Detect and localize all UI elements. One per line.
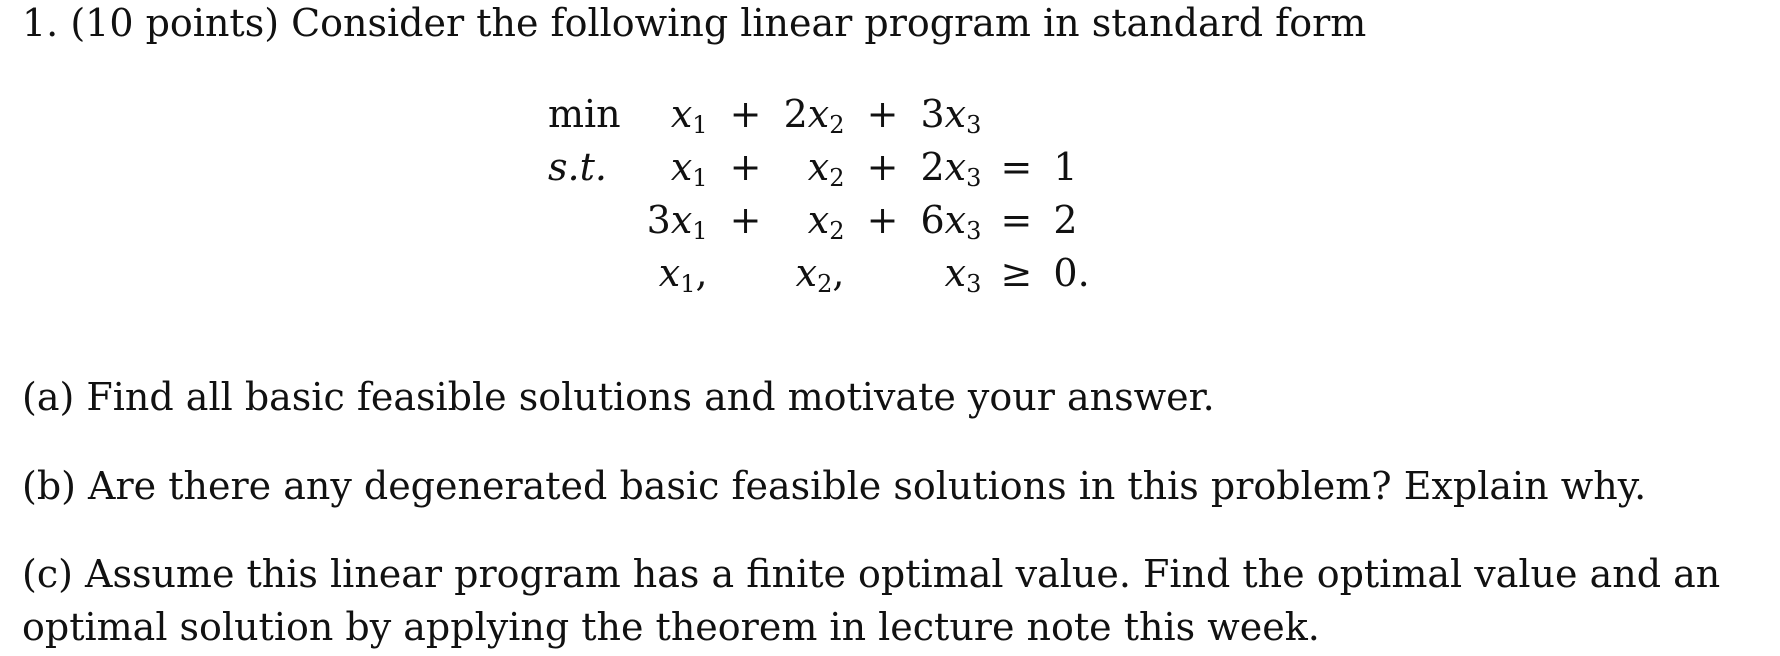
lp-variable-index: 3 xyxy=(966,164,982,192)
lp-variable: x xyxy=(807,198,830,242)
lp-term: $2x_2$ xyxy=(783,92,845,139)
part-a: (a) Find all basic feasible solutions and motivate your answer. xyxy=(22,375,1215,419)
lp-term xyxy=(778,141,851,194)
lp-relation: = xyxy=(1000,145,1033,189)
lp-term: $x_1$, xyxy=(658,251,708,298)
lp-row xyxy=(548,88,1090,141)
lp-rhs: 0. xyxy=(1053,251,1090,295)
lp-term xyxy=(641,141,714,194)
lp-variable-index: 2 xyxy=(829,111,845,139)
part-b: (b) Are there any degenerated basic feasible solutions in this problem? Explain why. xyxy=(22,464,1647,508)
lp-variable: x xyxy=(944,198,967,242)
lp-variable: x xyxy=(944,145,967,189)
lp-row-label: min xyxy=(548,92,621,136)
lp-variable: x xyxy=(670,145,693,189)
lp-operator: + xyxy=(729,145,762,189)
lp-variable: x xyxy=(795,251,818,295)
lp-row xyxy=(548,141,1090,194)
lp-variable: x xyxy=(807,145,830,189)
lp-operator: + xyxy=(866,198,899,242)
part-c: (c) Assume this linear program has a finite optimal value. Find the optimal value and an optimal solution by applying the theorem in lecture note this week. xyxy=(22,552,1721,649)
linear-program xyxy=(548,88,1090,300)
lp-variable-index: 1 xyxy=(692,111,708,139)
lp-relation xyxy=(987,88,1045,141)
lp-variable-index: 1 xyxy=(680,270,696,298)
lp-variable-index: 2 xyxy=(829,217,845,245)
lp-variable: x xyxy=(807,92,830,136)
lp-variable: x xyxy=(670,92,693,136)
lp-operator: + xyxy=(729,92,762,136)
lp-relation: = xyxy=(1000,198,1033,242)
lp-variable: x xyxy=(658,251,681,295)
lp-variable-index: 1 xyxy=(692,217,708,245)
lp-row-label xyxy=(548,194,641,247)
lp-variable-index: 2 xyxy=(829,164,845,192)
lp-operator xyxy=(850,247,914,300)
lp-variable: x xyxy=(944,92,967,136)
lp-operator: + xyxy=(866,92,899,136)
lp-row-label xyxy=(548,247,641,300)
lp-variable-index: 3 xyxy=(966,111,982,139)
lp-term: $x_2$, xyxy=(795,251,845,298)
lp-term: $3x_1$ xyxy=(646,198,708,245)
lp-variable-index: 1 xyxy=(692,164,708,192)
lp-variable-index: 3 xyxy=(966,270,982,298)
lp-row xyxy=(548,194,1090,247)
lp-variable: x xyxy=(670,198,693,242)
lp-operator: + xyxy=(729,198,762,242)
lp-rhs xyxy=(1045,88,1089,141)
lp-term: $3x_3$ xyxy=(920,92,982,139)
lp-variable-index: 2 xyxy=(817,270,833,298)
lp-row xyxy=(548,247,1090,300)
lp-term: $2x_3$ xyxy=(920,145,982,192)
lp-term xyxy=(641,88,714,141)
lp-row-label: s.t. xyxy=(548,145,607,189)
lp-variable-index: 3 xyxy=(966,217,982,245)
lp-rhs: 2 xyxy=(1053,198,1078,242)
lp-term xyxy=(914,247,987,300)
question-heading: 1. (10 points) Consider the following linear program in standard form xyxy=(22,1,1367,45)
lp-term xyxy=(778,194,851,247)
lp-rhs: 1 xyxy=(1053,145,1078,189)
lp-relation: ≥ xyxy=(1000,251,1033,295)
lp-operator xyxy=(714,247,778,300)
lp-term: $6x_3$ xyxy=(920,198,982,245)
lp-operator: + xyxy=(866,145,899,189)
lp-variable: x xyxy=(944,251,967,295)
